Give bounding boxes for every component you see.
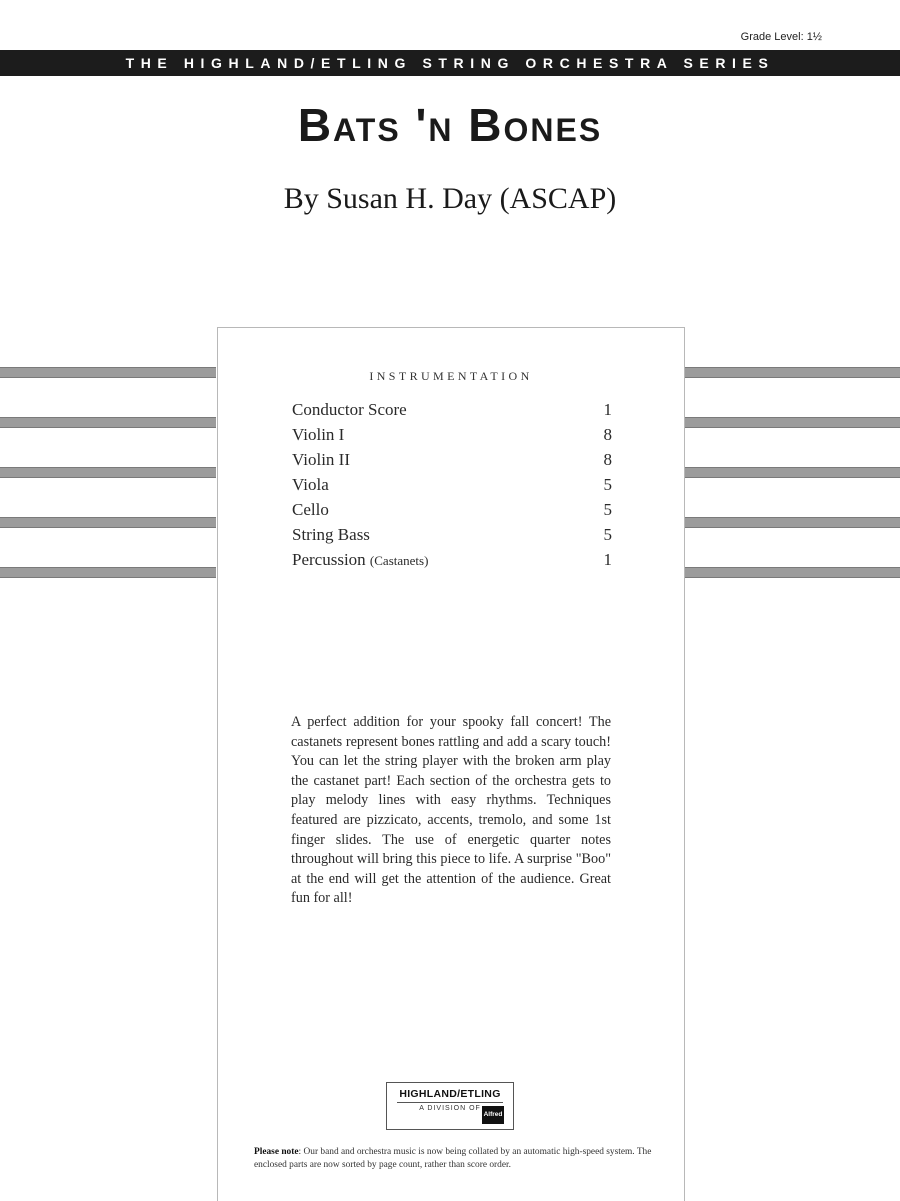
footnote-text: : Our band and orchestra music is now being collated by an automatic high-speed system. The enclosed parts are now sorted by page count, rather than score order.	[254, 1147, 652, 1170]
instrument-count: 5	[603, 500, 612, 519]
decorative-stripe	[684, 467, 900, 478]
instrument-count: 5	[603, 475, 612, 494]
instrument-count: 5	[603, 525, 612, 544]
instrument-row	[292, 550, 612, 575]
decorative-stripe	[0, 367, 216, 378]
instrument-row	[292, 425, 612, 450]
instrument-row	[292, 475, 612, 500]
instrument-count: 8	[603, 450, 612, 469]
instrument-name: Percussion (Castanets)	[292, 550, 429, 569]
description-text: A perfect addition for your spooky fall concert! The castanets represent bones rattling and add a scary touch! You can let the string player with the broken arm play the castanet part! Each section of the orchestra gets to play melody lines with easy rhythms. Techniques featured are pizzicato, accents, tremolo, and some 1st finger slides. The use of energetic quarter notes throughout will bring this piece to life. A surprise "Boo" at the end will get the attention of the audience. Great fun for all!	[291, 714, 611, 907]
decorative-stripe	[0, 517, 216, 528]
instrument-name: Violin II	[292, 450, 350, 469]
series-banner: THE HIGHLAND/ETLING STRING ORCHESTRA SERIES	[0, 50, 900, 76]
grade-level: Grade Level: 1½	[740, 31, 822, 43]
instrumentation-list	[292, 400, 612, 575]
instrument-row	[292, 500, 612, 525]
logo-name: HIGHLAND/ETLING	[399, 1088, 501, 1100]
decorative-stripe	[684, 367, 900, 378]
instrument-row	[292, 450, 612, 475]
instrument-name: String Bass	[292, 525, 370, 544]
publisher-logo	[386, 1082, 514, 1130]
decorative-stripe	[684, 417, 900, 428]
footnote	[254, 1146, 652, 1171]
decorative-stripe	[0, 567, 216, 578]
instrument-name: Viola	[292, 475, 329, 494]
instrument-name: Cello	[292, 500, 329, 519]
page-title: Bats 'n Bones	[297, 99, 603, 151]
composer-credit: By Susan H. Day (ASCAP)	[283, 182, 617, 215]
instrument-name: Conductor Score	[292, 400, 407, 419]
info-panel	[217, 327, 685, 1201]
alfred-badge-icon: Alfred	[482, 1106, 504, 1124]
logo-divider	[397, 1102, 503, 1103]
logo-division: A DIVISION OF	[419, 1105, 481, 1112]
decorative-stripe	[0, 467, 216, 478]
decorative-stripe	[684, 517, 900, 528]
decorative-stripe	[0, 417, 216, 428]
instrument-row	[292, 400, 612, 425]
instrument-count: 1	[603, 550, 612, 569]
instrumentation-heading: INSTRUMENTATION	[369, 369, 533, 383]
instrument-count: 1	[603, 400, 612, 419]
instrument-row	[292, 525, 612, 550]
instrument-note: (Castanets)	[369, 553, 429, 568]
instrument-count: 8	[603, 425, 612, 444]
footnote-label: Please note	[254, 1147, 299, 1157]
decorative-stripe	[684, 567, 900, 578]
instrument-name: Violin I	[292, 425, 345, 444]
